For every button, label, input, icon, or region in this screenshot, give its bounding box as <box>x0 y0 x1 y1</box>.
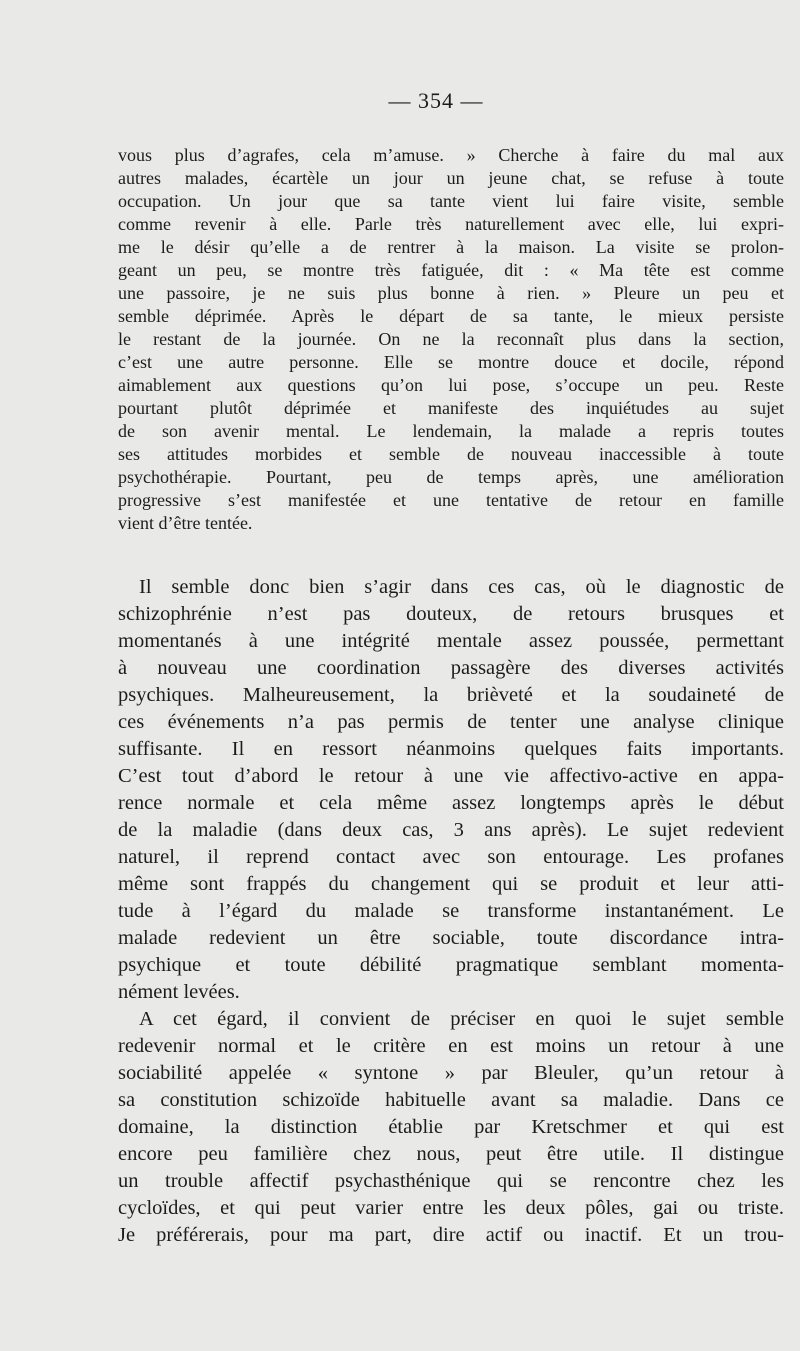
text-line: autres malades, écartèle un jour un jeune chat, se refuse à toute <box>118 168 784 188</box>
text-line: rence normale et cela même assez longtemps après le début <box>118 792 784 814</box>
text-line: aimablement aux questions qu’on lui pose, s’occupe un peu. Reste <box>118 375 784 395</box>
text-line: ces événements n’a pas permis de tenter une analyse clinique <box>118 711 784 733</box>
text-line: même sont frappés du changement qui se produit et leur atti- <box>118 873 784 895</box>
text-line: encore peu familière chez nous, peut être utile. Il distingue <box>118 1143 784 1165</box>
text-line: le restant de la journée. On ne la reconnaît plus dans la section, <box>118 329 784 349</box>
text-line: nément levées. <box>118 981 240 1003</box>
text-line: A cet égard, il convient de préciser en quoi le sujet semble <box>139 1008 784 1030</box>
text-line: cycloïdes, et qui peut varier entre les deux pôles, gai ou triste. <box>118 1197 784 1219</box>
text-line: C’est tout d’abord le retour à une vie affectivo-active en appa- <box>118 765 784 787</box>
text-line: domaine, la distinction établie par Kretschmer et qui est <box>118 1116 784 1138</box>
text-line: tude à l’égard du malade se transforme instantanément. Le <box>118 900 784 922</box>
text-line: suffisante. Il en ressort néanmoins quelques faits importants. <box>118 738 784 760</box>
text-line: geant un peu, se montre très fatiguée, dit : « Ma tête est comme <box>118 260 784 280</box>
text-line: ses attitudes morbides et semble de nouveau inaccessible à toute <box>118 444 784 464</box>
text-line: psychothérapie. Pourtant, peu de temps après, une amélioration <box>118 467 784 487</box>
text-line: pourtant plutôt déprimée et manifeste des inquiétudes au sujet <box>118 398 784 418</box>
text-line: Je préférerais, pour ma part, dire actif ou inactif. Et un trou- <box>118 1224 784 1246</box>
text-line: progressive s’est manifestée et une tentative de retour en famille <box>118 490 784 510</box>
text-line: semble déprimée. Après le départ de sa tante, le mieux persiste <box>118 306 784 326</box>
text-line: une passoire, je ne suis plus bonne à rien. » Pleure un peu et <box>118 283 784 303</box>
text-line: malade redevient un être sociable, toute discordance intra- <box>118 927 784 949</box>
text-line: de son avenir mental. Le lendemain, la malade a repris toutes <box>118 421 784 441</box>
text-line: momentanés à une intégrité mentale assez poussée, permettant <box>118 630 784 652</box>
text-line: redevenir normal et le critère en est moins un retour à une <box>118 1035 784 1057</box>
text-line: à nouveau une coordination passagère des diverses activités <box>118 657 784 679</box>
text-line: comme revenir à elle. Parle très naturellement avec elle, lui expri- <box>118 214 784 234</box>
text-line: occupation. Un jour que sa tante vient lui faire visite, semble <box>118 191 784 211</box>
text-line: psychiques. Malheureusement, la brièveté et la soudaineté de <box>118 684 784 706</box>
text-line: sociabilité appelée « syntone » par Bleuler, qu’un retour à <box>118 1062 784 1084</box>
text-line: vient d’être tentée. <box>118 513 253 533</box>
text-line: schizophrénie n’est pas douteux, de retours brusques et <box>118 603 784 625</box>
text-line: c’est une autre personne. Elle se montre douce et docile, répond <box>118 352 784 372</box>
text-line: sa constitution schizoïde habituelle avant sa maladie. Dans ce <box>118 1089 784 1111</box>
text-line: Il semble donc bien s’agir dans ces cas, où le diagnostic de <box>139 576 784 598</box>
text-line: me le désir qu’elle a de rentrer à la maison. La visite se prolon- <box>118 237 784 257</box>
text-line: naturel, il reprend contact avec son entourage. Les profanes <box>118 846 784 868</box>
text-line: de la maladie (dans deux cas, 3 ans après). Le sujet redevient <box>118 819 784 841</box>
text-line: un trouble affectif psychasthénique qui se rencontre chez les <box>118 1170 784 1192</box>
text-line: vous plus d’agrafes, cela m’amuse. » Cherche à faire du mal aux <box>118 145 784 165</box>
page-number: — 354 — <box>388 88 484 113</box>
text-line: psychique et toute débilité pragmatique semblant momenta- <box>118 954 784 976</box>
